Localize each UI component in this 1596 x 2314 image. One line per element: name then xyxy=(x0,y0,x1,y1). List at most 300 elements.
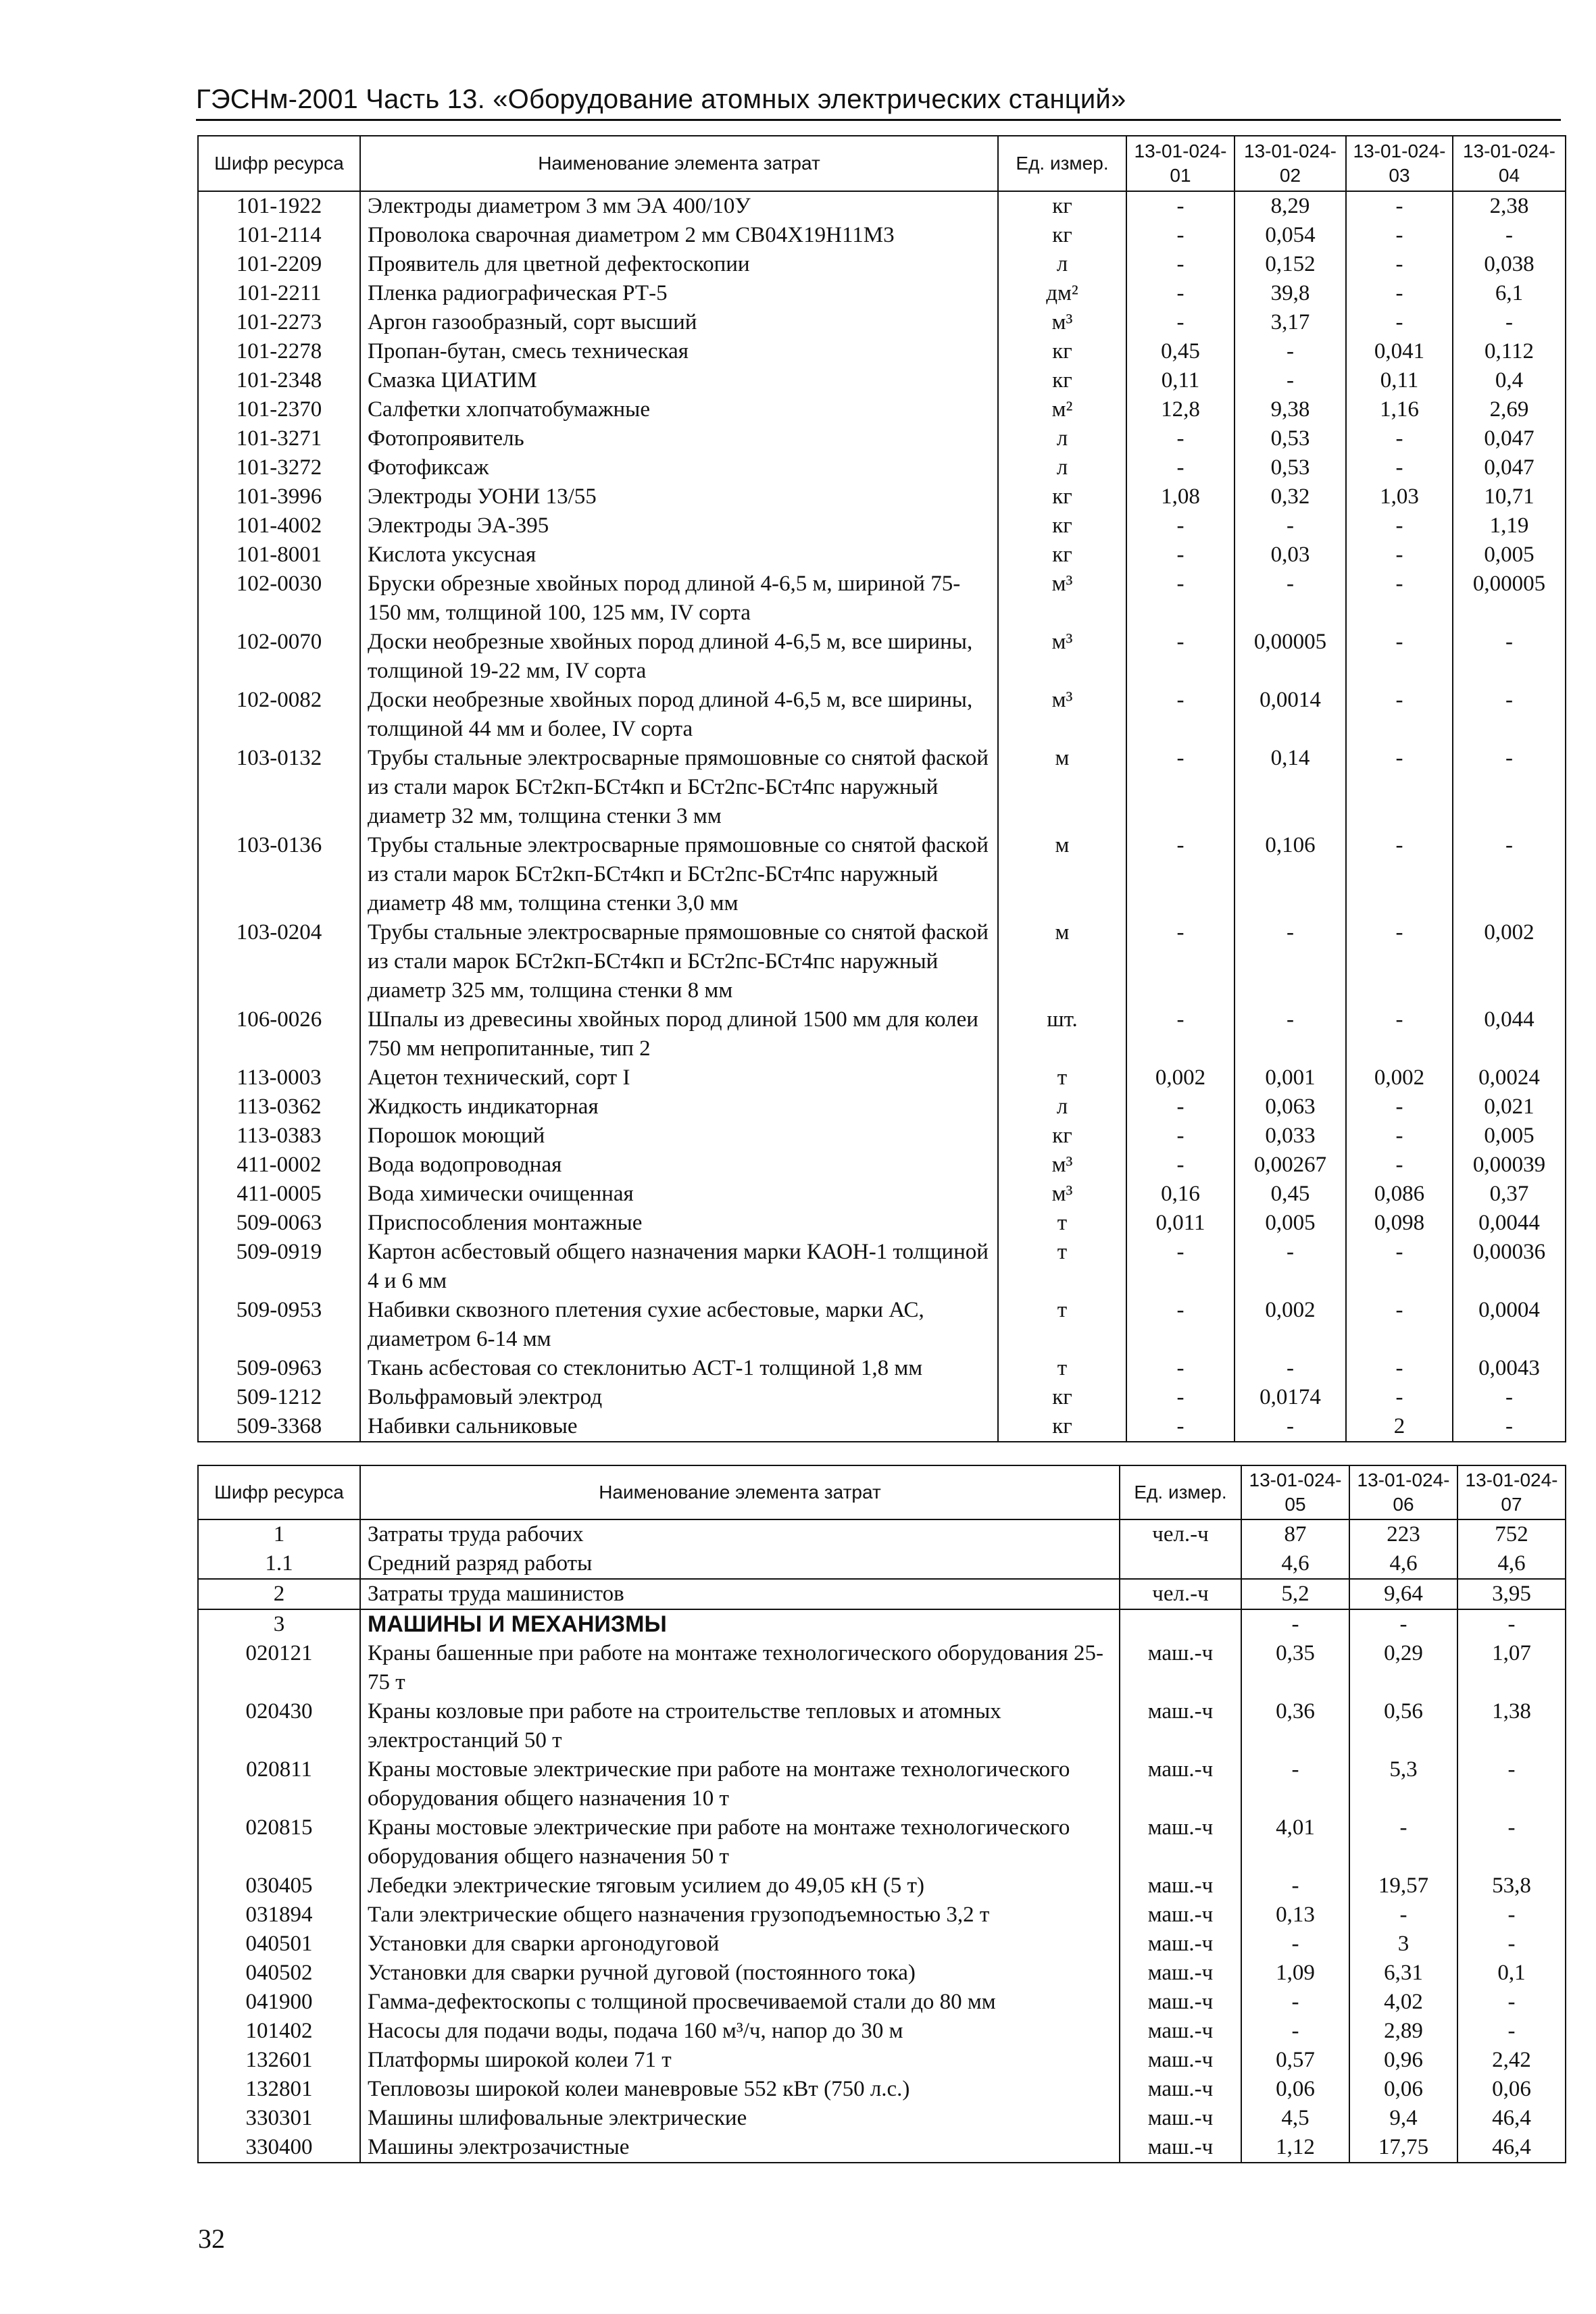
norm-value: - xyxy=(1126,1092,1235,1122)
norm-value: 0,005 xyxy=(1453,540,1566,570)
resource-code: 1.1 xyxy=(198,1549,360,1579)
unit-of-measure: л xyxy=(998,1092,1126,1122)
resource-code: 040501 xyxy=(198,1930,360,1959)
cost-element-name: Салфетки хлопчатобумажные xyxy=(360,395,998,424)
unit-of-measure: дм² xyxy=(998,279,1126,308)
table-row xyxy=(198,1609,1566,1639)
norm-value: 0,29 xyxy=(1349,1639,1457,1697)
norm-value: 0,0043 xyxy=(1453,1354,1566,1383)
resource-code: 103-0204 xyxy=(198,918,360,1005)
norm-value: 4,6 xyxy=(1457,1549,1566,1579)
cost-element-name: Платформы широкой колеи 71 т xyxy=(360,2046,1120,2075)
table-row xyxy=(198,2075,1566,2104)
unit-of-measure: маш.-ч xyxy=(1120,1930,1241,1959)
norm-value: 0,152 xyxy=(1235,250,1346,279)
resource-code: 101-3996 xyxy=(198,482,360,511)
resource-code: 1 xyxy=(198,1519,360,1549)
unit-of-measure: м³ xyxy=(998,308,1126,337)
table-row xyxy=(198,1901,1566,1930)
norm-value: 4,01 xyxy=(1241,1813,1349,1871)
unit-of-measure: чел.-ч xyxy=(1120,1519,1241,1549)
norm-value: - xyxy=(1457,1930,1566,1959)
table-row xyxy=(198,686,1566,744)
table-row xyxy=(198,2017,1566,2046)
header-name: Наименование элемента затрат xyxy=(360,136,998,191)
table-row xyxy=(198,250,1566,279)
unit-of-measure: кг xyxy=(998,221,1126,250)
norm-value: 0,56 xyxy=(1349,1697,1457,1755)
norm-value: - xyxy=(1346,279,1453,308)
norm-value: 1,07 xyxy=(1457,1639,1566,1697)
resource-code: 132801 xyxy=(198,2075,360,2104)
norm-value: - xyxy=(1346,511,1453,540)
cost-element-name: Ацетон технический, сорт I xyxy=(360,1063,998,1092)
cost-element-name: Ткань асбестовая со стеклонитью АСТ-1 толщиной 1,8 мм xyxy=(360,1354,998,1383)
cost-element-name: Набивки сальниковые xyxy=(360,1412,998,1442)
cost-element-name: Вольфрамовый электрод xyxy=(360,1383,998,1412)
norm-value: - xyxy=(1346,1005,1453,1063)
norm-value: - xyxy=(1346,453,1453,482)
resource-code: 101-2211 xyxy=(198,279,360,308)
cost-element-name: Проявитель для цветной дефектоскопии xyxy=(360,250,998,279)
norm-value: 17,75 xyxy=(1349,2133,1457,2163)
norm-value: 1,09 xyxy=(1241,1959,1349,1988)
table-row xyxy=(198,570,1566,628)
norm-value: - xyxy=(1126,424,1235,453)
labor-machines-table xyxy=(197,1465,1566,2163)
norm-value: - xyxy=(1235,570,1346,628)
resource-code: 101-3271 xyxy=(198,424,360,453)
header-col: 13-01-024-06 xyxy=(1349,1465,1457,1519)
norm-value: 0,06 xyxy=(1241,2075,1349,2104)
unit-of-measure: т xyxy=(998,1296,1126,1354)
header-code: Шифр ресурса xyxy=(198,136,360,191)
norm-value: 9,38 xyxy=(1235,395,1346,424)
table-row xyxy=(198,1930,1566,1959)
table-row xyxy=(198,1871,1566,1901)
norm-value: - xyxy=(1453,221,1566,250)
cost-element-name: Краны башенные при работе на монтаже технологического оборудования 25-75 т xyxy=(360,1639,1120,1697)
norm-value: 0,35 xyxy=(1241,1639,1349,1697)
norm-value: - xyxy=(1457,1813,1566,1871)
cost-element-name: Электроды ЭА-395 xyxy=(360,511,998,540)
norm-value: 0,06 xyxy=(1457,2075,1566,2104)
norm-value: 8,29 xyxy=(1235,191,1346,221)
norm-value: 0,086 xyxy=(1346,1180,1453,1209)
norm-value: - xyxy=(1235,366,1346,395)
unit-of-measure: кг xyxy=(998,191,1126,221)
resource-code: 101402 xyxy=(198,2017,360,2046)
cost-element-name: Насосы для подачи воды, подача 160 м³/ч, напор до 30 м xyxy=(360,2017,1120,2046)
table-row xyxy=(198,540,1566,570)
unit-of-measure: м xyxy=(998,744,1126,831)
norm-value: - xyxy=(1453,686,1566,744)
norm-value: - xyxy=(1235,1354,1346,1383)
unit-of-measure: л xyxy=(998,250,1126,279)
unit-of-measure: м xyxy=(998,831,1126,918)
cost-element-name: Вода химически очищенная xyxy=(360,1180,998,1209)
norm-value: 0,047 xyxy=(1453,424,1566,453)
resource-code: 040502 xyxy=(198,1959,360,1988)
norm-value: - xyxy=(1346,831,1453,918)
cost-element-name: МАШИНЫ И МЕХАНИЗМЫ xyxy=(360,1609,1120,1639)
norm-value: 9,4 xyxy=(1349,2104,1457,2133)
table-row xyxy=(198,1092,1566,1122)
norm-value: 0,005 xyxy=(1235,1209,1346,1238)
norm-value: 0,0004 xyxy=(1453,1296,1566,1354)
resource-code: 509-0919 xyxy=(198,1238,360,1296)
norm-value: 46,4 xyxy=(1457,2133,1566,2163)
norm-value: 3,95 xyxy=(1457,1579,1566,1609)
header-unit: Ед. измер. xyxy=(998,136,1126,191)
norm-value: - xyxy=(1126,1383,1235,1412)
header-col: 13-01-024-07 xyxy=(1457,1465,1566,1519)
resource-code: 101-4002 xyxy=(198,511,360,540)
resource-code: 3 xyxy=(198,1609,360,1639)
norm-value: 0,57 xyxy=(1241,2046,1349,2075)
cost-element-name: Аргон газообразный, сорт высший xyxy=(360,308,998,337)
norm-value: 0,32 xyxy=(1235,482,1346,511)
norm-value: - xyxy=(1126,918,1235,1005)
table-row xyxy=(198,744,1566,831)
page-header xyxy=(196,62,1561,121)
norm-value: 2,89 xyxy=(1349,2017,1457,2046)
table-row xyxy=(198,1519,1566,1549)
norm-value: 53,8 xyxy=(1457,1871,1566,1901)
resource-code: 102-0030 xyxy=(198,570,360,628)
unit-of-measure: м² xyxy=(998,395,1126,424)
norm-value: - xyxy=(1453,1383,1566,1412)
cost-element-name: Фотофиксаж xyxy=(360,453,998,482)
norm-value: - xyxy=(1241,1755,1349,1813)
norm-value: - xyxy=(1346,1296,1453,1354)
cost-element-name: Установки для сварки ручной дуговой (постоянного тока) xyxy=(360,1959,1120,1988)
table-row xyxy=(198,1988,1566,2017)
norm-value: 12,8 xyxy=(1126,395,1235,424)
cost-element-name: Приспособления монтажные xyxy=(360,1209,998,1238)
norm-value: - xyxy=(1235,918,1346,1005)
norm-value: - xyxy=(1457,1901,1566,1930)
table-row xyxy=(198,628,1566,686)
resource-code: 330400 xyxy=(198,2133,360,2163)
resource-code: 102-0070 xyxy=(198,628,360,686)
header-unit: Ед. измер. xyxy=(1120,1465,1241,1519)
norm-value: - xyxy=(1457,1988,1566,2017)
resource-code: 101-8001 xyxy=(198,540,360,570)
unit-of-measure: м³ xyxy=(998,1180,1126,1209)
norm-value: 4,5 xyxy=(1241,2104,1349,2133)
resource-code: 101-2348 xyxy=(198,366,360,395)
cost-element-name: Затраты труда машинистов xyxy=(360,1579,1120,1609)
cost-element-name: Жидкость индикаторная xyxy=(360,1092,998,1122)
norm-value: 0,002 xyxy=(1346,1063,1453,1092)
resource-code: 101-2209 xyxy=(198,250,360,279)
unit-of-measure: маш.-ч xyxy=(1120,1755,1241,1813)
unit-of-measure: м³ xyxy=(998,570,1126,628)
table-row xyxy=(198,279,1566,308)
norm-value: - xyxy=(1346,1092,1453,1122)
norm-value: 0,06 xyxy=(1349,2075,1457,2104)
norm-value: 3 xyxy=(1349,1930,1457,1959)
cost-element-name: Установки для сварки аргонодуговой xyxy=(360,1930,1120,1959)
norm-value: - xyxy=(1126,686,1235,744)
unit-of-measure: т xyxy=(998,1354,1126,1383)
header-col: 13-01-024-04 xyxy=(1453,136,1566,191)
unit-of-measure: маш.-ч xyxy=(1120,1901,1241,1930)
norm-value: 0,0044 xyxy=(1453,1209,1566,1238)
cost-element-name: Вода водопроводная xyxy=(360,1151,998,1180)
norm-value: 0,033 xyxy=(1235,1122,1346,1151)
unit-of-measure: кг xyxy=(998,1122,1126,1151)
table-row xyxy=(198,221,1566,250)
norm-value: 0,53 xyxy=(1235,453,1346,482)
norm-value: 5,2 xyxy=(1241,1579,1349,1609)
norm-value: 9,64 xyxy=(1349,1579,1457,1609)
resource-code: 020121 xyxy=(198,1639,360,1697)
norm-value: - xyxy=(1346,221,1453,250)
norm-value: 0,00005 xyxy=(1235,628,1346,686)
norm-value: - xyxy=(1346,686,1453,744)
resource-code: 103-0136 xyxy=(198,831,360,918)
cost-element-name: Набивки сквозного плетения сухие асбестовые, марки АС, диаметром 6-14 мм xyxy=(360,1296,998,1354)
cost-element-name: Бруски обрезные хвойных пород длиной 4-6,5 м, шириной 75-150 мм, толщиной 100, 125 мм, IV сорта xyxy=(360,570,998,628)
cost-element-name: Машины электрозачистные xyxy=(360,2133,1120,2163)
norm-value: 0,00267 xyxy=(1235,1151,1346,1180)
norm-value: - xyxy=(1126,570,1235,628)
norm-value: 0,0174 xyxy=(1235,1383,1346,1412)
unit-of-measure: м xyxy=(998,918,1126,1005)
table-row xyxy=(198,337,1566,366)
table-row xyxy=(198,1354,1566,1383)
cost-element-name: Доски необрезные хвойных пород длиной 4-6,5 м, все ширины, толщиной 44 мм и более, IV сорта xyxy=(360,686,998,744)
norm-value: 2,38 xyxy=(1453,191,1566,221)
resource-code: 030405 xyxy=(198,1871,360,1901)
unit-of-measure: чел.-ч xyxy=(1120,1579,1241,1609)
norm-value: 223 xyxy=(1349,1519,1457,1549)
norm-value: 4,6 xyxy=(1241,1549,1349,1579)
norm-value: 0,13 xyxy=(1241,1901,1349,1930)
cost-element-name: Пропан-бутан, смесь техническая xyxy=(360,337,998,366)
norm-value: - xyxy=(1126,628,1235,686)
resource-code: 411-0005 xyxy=(198,1180,360,1209)
norm-value: 0,4 xyxy=(1453,366,1566,395)
norm-value: 0,112 xyxy=(1453,337,1566,366)
resource-code: 330301 xyxy=(198,2104,360,2133)
cost-element-name: Трубы стальные электросварные прямошовные со снятой фаской из стали марок БСт2кп-БСт4кп и БСт2пс-БСт4пс наружный диаметр 325 мм, толщина стенки 8 мм xyxy=(360,918,998,1005)
table-row xyxy=(198,1755,1566,1813)
unit-of-measure: маш.-ч xyxy=(1120,2075,1241,2104)
norm-value: - xyxy=(1453,628,1566,686)
norm-value: 0,044 xyxy=(1453,1005,1566,1063)
norm-value: - xyxy=(1346,308,1453,337)
norm-value: - xyxy=(1126,250,1235,279)
unit-of-measure xyxy=(1120,1609,1241,1639)
norm-value: 0,011 xyxy=(1126,1209,1235,1238)
cost-element-name: Кислота уксусная xyxy=(360,540,998,570)
norm-value: - xyxy=(1126,1412,1235,1442)
unit-of-measure: кг xyxy=(998,1412,1126,1442)
norm-value: 0,054 xyxy=(1235,221,1346,250)
table-row xyxy=(198,1209,1566,1238)
resource-code: 2 xyxy=(198,1579,360,1609)
norm-value: - xyxy=(1235,337,1346,366)
norm-value: 5,3 xyxy=(1349,1755,1457,1813)
unit-of-measure: м³ xyxy=(998,1151,1126,1180)
norm-value: 0,063 xyxy=(1235,1092,1346,1122)
cost-element-name: Тали электрические общего назначения грузоподъемностью 3,2 т xyxy=(360,1901,1120,1930)
norm-value: 0,005 xyxy=(1453,1122,1566,1151)
resource-code: 101-2370 xyxy=(198,395,360,424)
norm-value: - xyxy=(1126,453,1235,482)
norm-value: 0,002 xyxy=(1235,1296,1346,1354)
norm-value: - xyxy=(1346,1354,1453,1383)
cost-element-name: Краны козловые при работе на строительстве тепловых и атомных электростанций 50 т xyxy=(360,1697,1120,1755)
table-row xyxy=(198,2133,1566,2163)
resource-code: 031894 xyxy=(198,1901,360,1930)
table-row xyxy=(198,453,1566,482)
norm-value: - xyxy=(1349,1901,1457,1930)
table-row xyxy=(198,1813,1566,1871)
resource-code: 101-3272 xyxy=(198,453,360,482)
norm-value: - xyxy=(1346,1122,1453,1151)
norm-value: 2,42 xyxy=(1457,2046,1566,2075)
table-row xyxy=(198,1383,1566,1412)
norm-value: - xyxy=(1241,1930,1349,1959)
header-name: Наименование элемента затрат xyxy=(360,1465,1120,1519)
resource-code: 102-0082 xyxy=(198,686,360,744)
table-row xyxy=(198,366,1566,395)
norm-value: - xyxy=(1241,2017,1349,2046)
norm-value: - xyxy=(1235,511,1346,540)
norm-value: - xyxy=(1126,1005,1235,1063)
norm-value: 19,57 xyxy=(1349,1871,1457,1901)
unit-of-measure xyxy=(1120,1549,1241,1579)
norm-value: 0,1 xyxy=(1457,1959,1566,1988)
header-col: 13-01-024-03 xyxy=(1346,136,1453,191)
unit-of-measure: кг xyxy=(998,1383,1126,1412)
norm-value: 1,03 xyxy=(1346,482,1453,511)
resource-code: 509-0953 xyxy=(198,1296,360,1354)
unit-of-measure: л xyxy=(998,453,1126,482)
cost-element-name: Трубы стальные электросварные прямошовные со снятой фаской из стали марок БСт2кп-БСт4кп и БСт2пс-БСт4пс наружный диаметр 32 мм, толщина стенки 3 мм xyxy=(360,744,998,831)
document-title: ГЭСНм-2001 Часть 13. «Оборудование атомных электрических станций» xyxy=(196,84,1126,114)
resource-code: 113-0383 xyxy=(198,1122,360,1151)
norm-value: - xyxy=(1126,308,1235,337)
resource-code: 041900 xyxy=(198,1988,360,2017)
resource-code: 103-0132 xyxy=(198,744,360,831)
resource-code: 101-2278 xyxy=(198,337,360,366)
norm-value: - xyxy=(1453,744,1566,831)
unit-of-measure: л xyxy=(998,424,1126,453)
table-row xyxy=(198,918,1566,1005)
norm-value: 0,002 xyxy=(1126,1063,1235,1092)
norm-value: 0,0014 xyxy=(1235,686,1346,744)
table-row xyxy=(198,511,1566,540)
unit-of-measure: маш.-ч xyxy=(1120,2017,1241,2046)
norm-value: - xyxy=(1346,1238,1453,1296)
norm-value: - xyxy=(1126,1354,1235,1383)
table-row xyxy=(198,482,1566,511)
norm-value: - xyxy=(1126,1151,1235,1180)
norm-value: 0,36 xyxy=(1241,1697,1349,1755)
norm-value: 0,041 xyxy=(1346,337,1453,366)
unit-of-measure: т xyxy=(998,1238,1126,1296)
table-row xyxy=(198,308,1566,337)
unit-of-measure: маш.-ч xyxy=(1120,1988,1241,2017)
norm-value: 87 xyxy=(1241,1519,1349,1549)
norm-value: 0,0024 xyxy=(1453,1063,1566,1092)
norm-value: - xyxy=(1349,1813,1457,1871)
cost-element-name: Трубы стальные электросварные прямошовные со снятой фаской из стали марок БСт2кп-БСт4кп и БСт2пс-БСт4пс наружный диаметр 48 мм, толщина стенки 3,0 мм xyxy=(360,831,998,918)
norm-value: - xyxy=(1126,831,1235,918)
norm-value: - xyxy=(1126,279,1235,308)
norm-value: - xyxy=(1453,1412,1566,1442)
norm-value: - xyxy=(1241,1988,1349,2017)
unit-of-measure: т xyxy=(998,1063,1126,1092)
norm-value: - xyxy=(1346,1151,1453,1180)
table-row xyxy=(198,1238,1566,1296)
norm-value: 2 xyxy=(1346,1412,1453,1442)
norm-value: 1,38 xyxy=(1457,1697,1566,1755)
norm-value: 4,6 xyxy=(1349,1549,1457,1579)
table-row xyxy=(198,1639,1566,1697)
norm-value: - xyxy=(1126,511,1235,540)
norm-value: - xyxy=(1457,1755,1566,1813)
norm-value: 0,14 xyxy=(1235,744,1346,831)
norm-value: 0,106 xyxy=(1235,831,1346,918)
cost-element-name: Картон асбестовый общего назначения марки КАОН-1 толщиной 4 и 6 мм xyxy=(360,1238,998,1296)
unit-of-measure: кг xyxy=(998,337,1126,366)
table-row xyxy=(198,1151,1566,1180)
cost-element-name: Лебедки электрические тяговым усилием до 49,05 кН (5 т) xyxy=(360,1871,1120,1901)
unit-of-measure: м³ xyxy=(998,628,1126,686)
norm-value: - xyxy=(1241,1871,1349,1901)
norm-value: 0,11 xyxy=(1346,366,1453,395)
table-row xyxy=(198,1005,1566,1063)
norm-value: - xyxy=(1346,424,1453,453)
norm-value: 46,4 xyxy=(1457,2104,1566,2133)
unit-of-measure: кг xyxy=(998,482,1126,511)
header-col: 13-01-024-01 xyxy=(1126,136,1235,191)
unit-of-measure: маш.-ч xyxy=(1120,1959,1241,1988)
resource-code: 113-0362 xyxy=(198,1092,360,1122)
cost-element-name: Пленка радиографическая РТ-5 xyxy=(360,279,998,308)
norm-value: - xyxy=(1126,540,1235,570)
resource-code: 101-2273 xyxy=(198,308,360,337)
cost-element-name: Краны мостовые электрические при работе на монтаже технологического оборудования общего назначения 50 т xyxy=(360,1813,1120,1871)
unit-of-measure: кг xyxy=(998,511,1126,540)
cost-element-name: Смазка ЦИАТИМ xyxy=(360,366,998,395)
cost-element-name: Гамма-дефектоскопы с толщиной просвечиваемой стали до 80 мм xyxy=(360,1988,1120,2017)
norm-value: 0,002 xyxy=(1453,918,1566,1005)
table-row xyxy=(198,1063,1566,1092)
norm-value: - xyxy=(1126,221,1235,250)
norm-value: 1,16 xyxy=(1346,395,1453,424)
unit-of-measure: т xyxy=(998,1209,1126,1238)
norm-value: - xyxy=(1346,918,1453,1005)
resource-code: 020811 xyxy=(198,1755,360,1813)
cost-element-name: Краны мостовые электрические при работе на монтаже технологического оборудования общего назначения 10 т xyxy=(360,1755,1120,1813)
norm-value: - xyxy=(1235,1412,1346,1442)
cost-element-name: Средний разряд работы xyxy=(360,1549,1120,1579)
norm-value: 0,03 xyxy=(1235,540,1346,570)
cost-element-name: Порошок моющий xyxy=(360,1122,998,1151)
cost-element-name: Доски необрезные хвойных пород длиной 4-6,5 м, все ширины, толщиной 19-22 мм, IV сорта xyxy=(360,628,998,686)
unit-of-measure: кг xyxy=(998,540,1126,570)
table-row xyxy=(198,2046,1566,2075)
norm-value: - xyxy=(1346,191,1453,221)
unit-of-measure: маш.-ч xyxy=(1120,2104,1241,2133)
